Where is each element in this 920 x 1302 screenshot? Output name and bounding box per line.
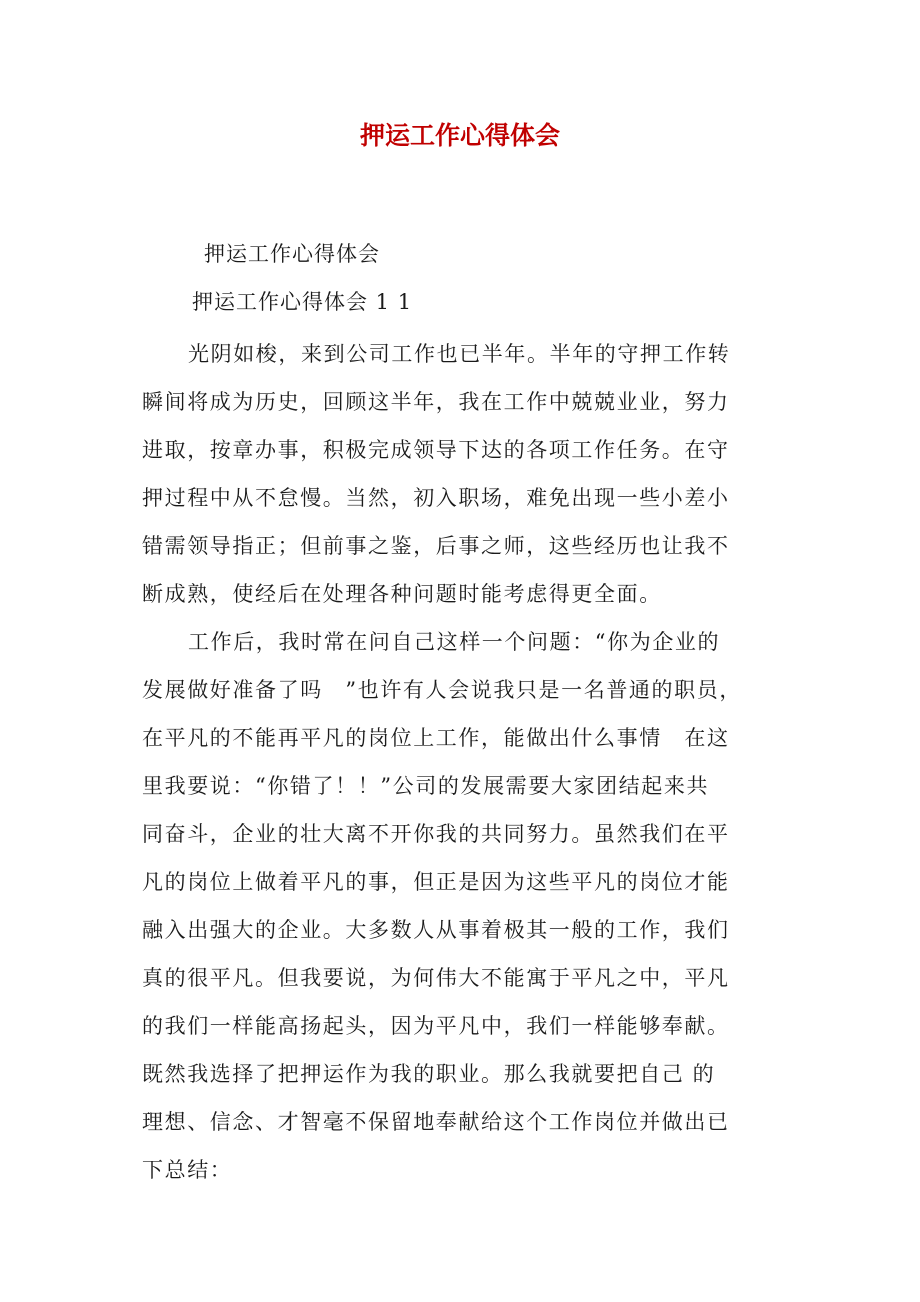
document-subtitle: 押运工作心得体会: [204, 242, 380, 266]
paragraph-line: 凡的岗位上做着平凡的事，但正是因为这些平凡的岗位才能: [142, 870, 730, 894]
paragraph-line: 理想、信念、才智毫不保留地奉献给这个工作岗位并做出已: [142, 1110, 730, 1134]
paragraph-line: 里我要说：“你错了！！”公司的发展需要大家团结起来共: [142, 774, 710, 798]
paragraph-1: [142, 330, 792, 618]
paragraph-line: 光阴如梭，来到公司工作也已半年。半年的守押工作转: [188, 342, 731, 366]
paragraph-line: 押过程中从不怠慢。当然，初入职场，难免出现一些小差小: [142, 486, 730, 510]
paragraph-line: 同奋斗，企业的壮大离不开你我的共同努力。虽然我们在平: [142, 822, 730, 846]
paragraph-line: 的我们一样能高扬起头，因为平凡中，我们一样能够奉献。: [142, 1014, 730, 1038]
paragraph-line: 错需领导指正；但前事之鉴，后事之师，这些经历也让我不: [142, 534, 730, 558]
document-title: 押运工作心得体会: [359, 121, 560, 150]
paragraph-line: 工作后，我时常在问自己这样一个问题：“你为企业的: [188, 630, 721, 654]
section-heading: 押运工作心得体会 1 1: [192, 290, 413, 314]
paragraph-line: 下总结：: [142, 1158, 233, 1182]
paragraph-line: 发展做好准备了吗 ”也许有人会说我只是一名普通的职员，: [142, 678, 742, 702]
paragraph-line: 进取，按章办事，积极完成领导下达的各项工作任务。在守: [142, 438, 730, 462]
paragraph-line: 在平凡的不能再平凡的岗位上工作，能做出什么事情 在这: [142, 726, 730, 750]
paragraph-line: 融入出强大的企业。大多数人从事着极其一般的工作，我们: [142, 918, 730, 942]
paragraph-line: 断成熟，使经后在处理各种问题时能考虑得更全面。: [142, 582, 662, 606]
paragraph-line: 既然我选择了把押运作为我的职业。那么我就要把自己 的: [142, 1062, 716, 1086]
paragraph-2: [142, 618, 792, 1194]
paragraph-line: 真的很平凡。但我要说，为何伟大不能寓于平凡之中，平凡: [142, 966, 730, 990]
paragraph-line: 瞬间将成为历史，回顾这半年，我在工作中兢兢业业，努力: [142, 390, 730, 414]
